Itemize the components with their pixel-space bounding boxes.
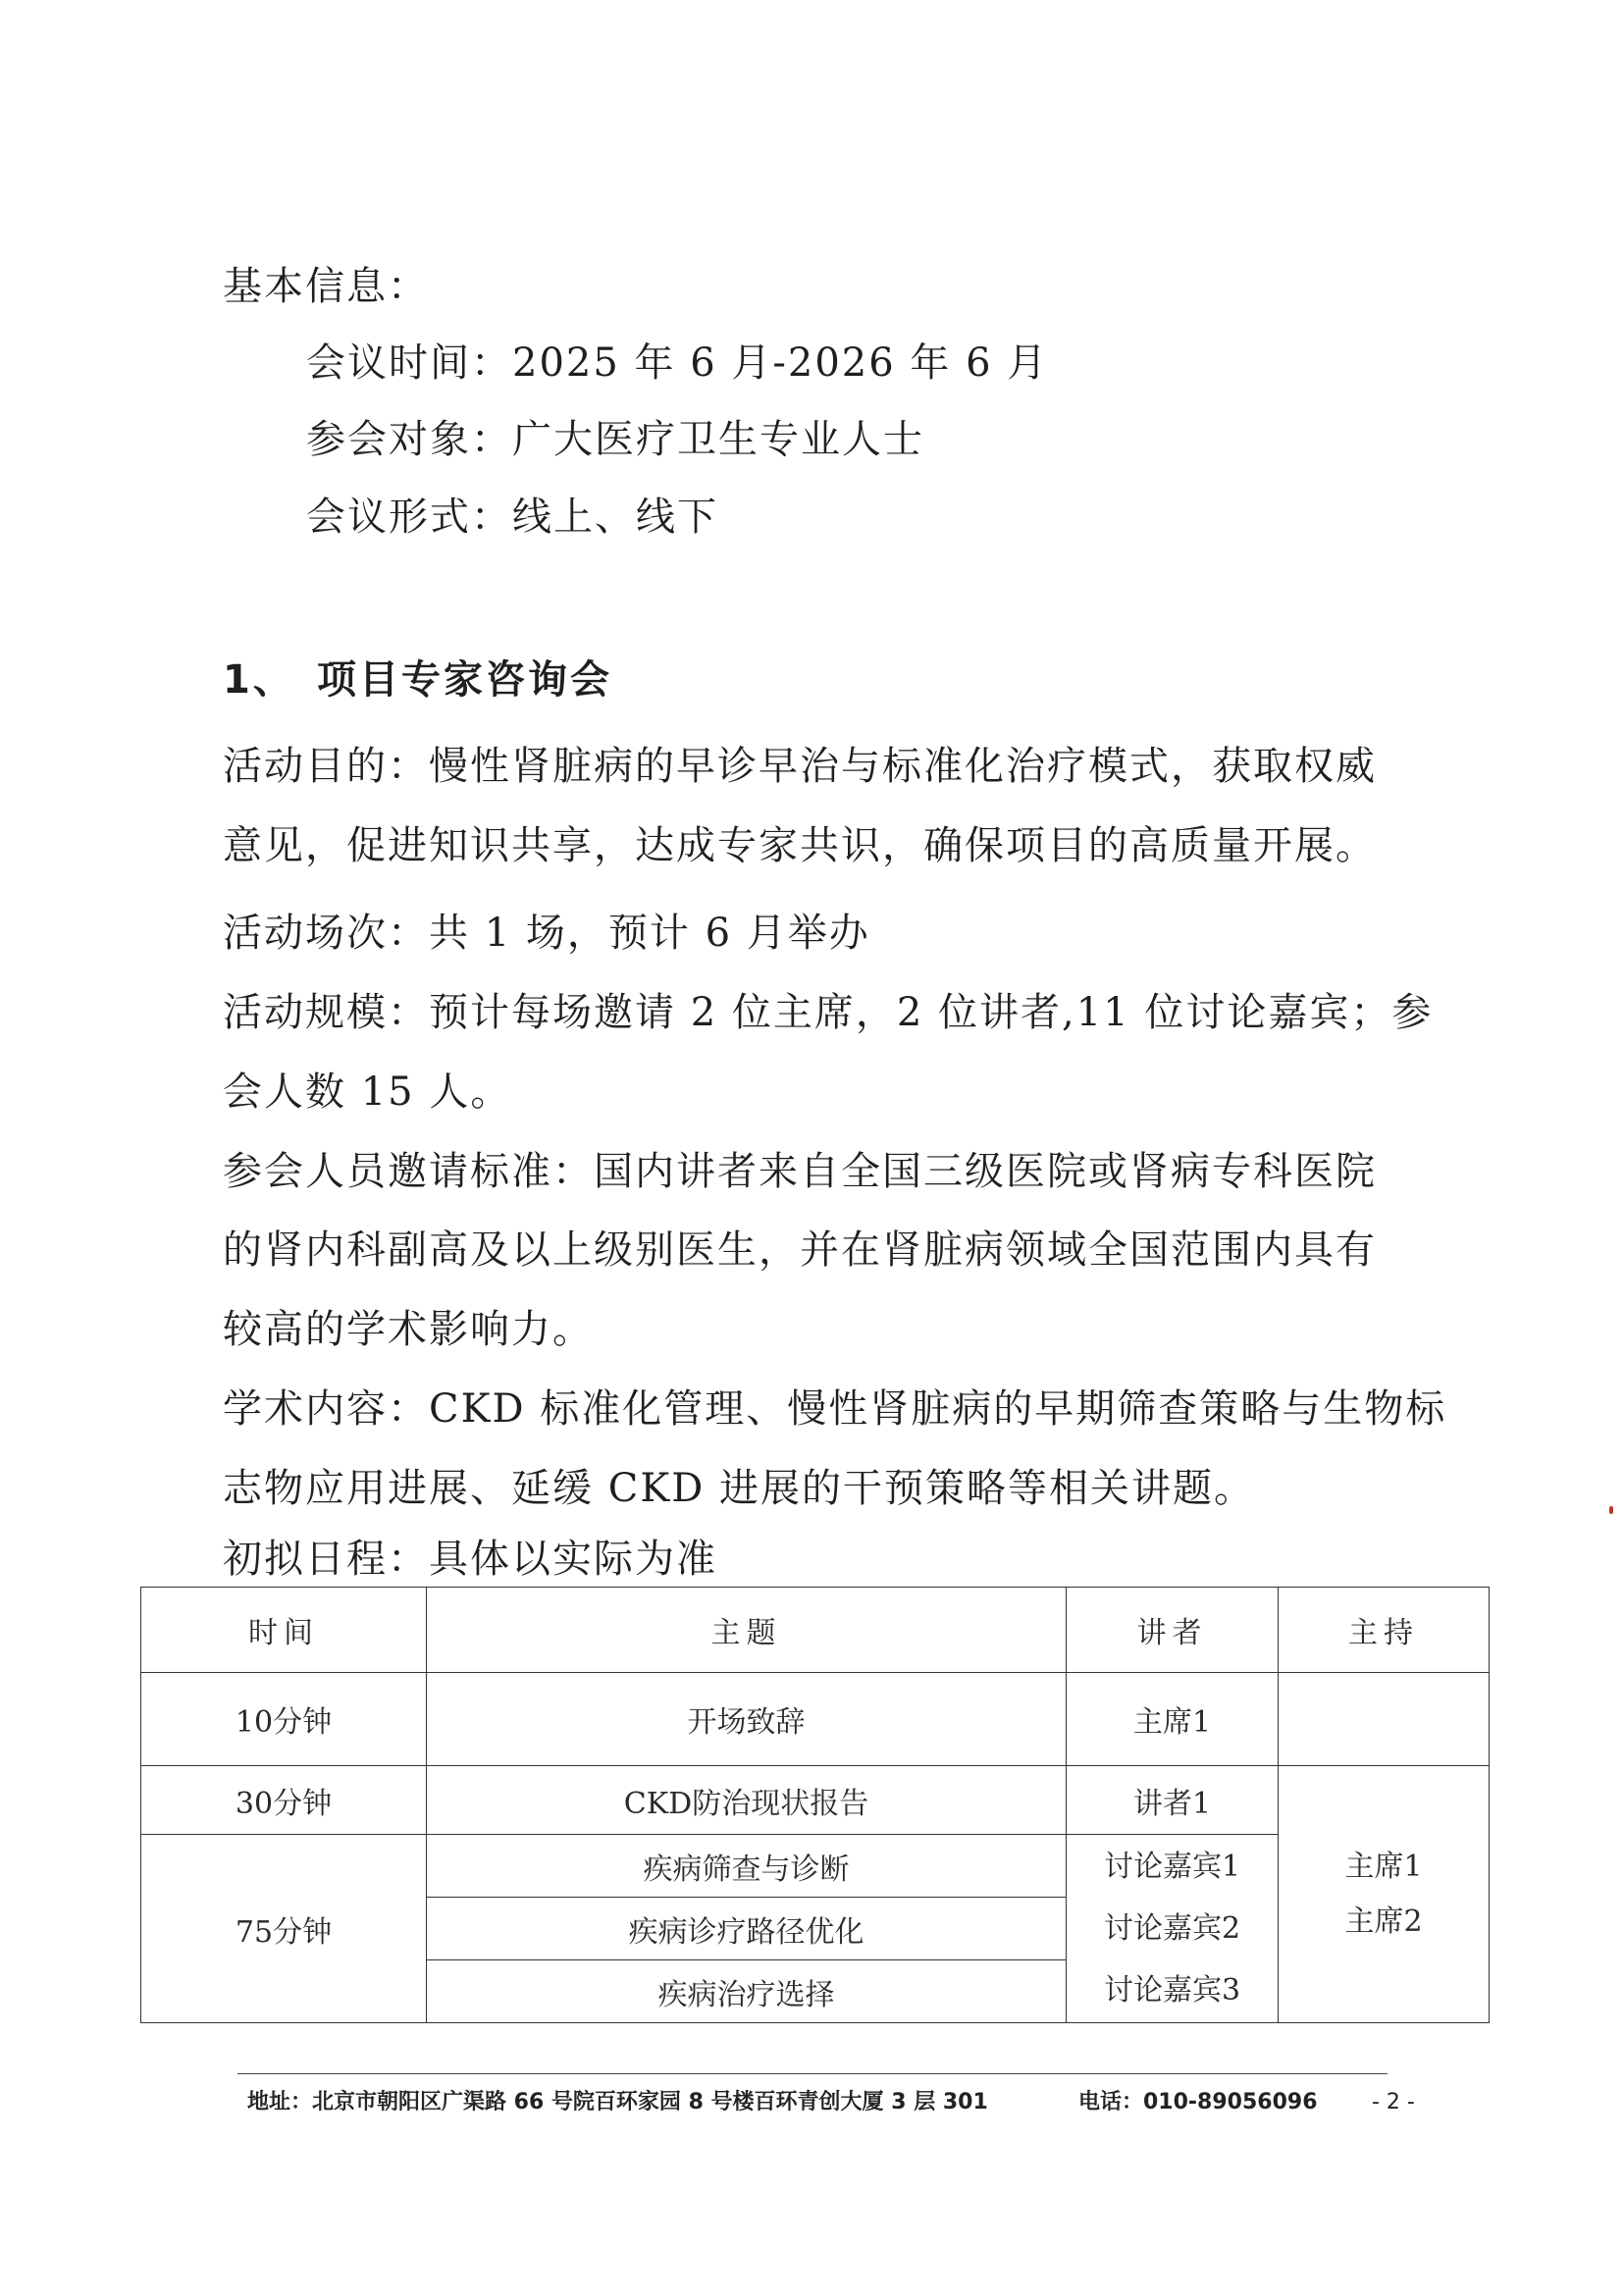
table-row [141,1673,1490,1766]
header-time: 时间 [141,1588,427,1673]
sessions-line: 活动场次：共 1 场，预计 6 月举办 [223,911,870,956]
row-time: 10分钟 [141,1673,427,1766]
criteria-line-2: 的肾内科副高及以上级别医生，并在肾脏病领域全国范围内具有 [223,1227,1377,1273]
meeting-format: 会议形式：线上、线下 [306,495,718,540]
section-heading [223,656,612,704]
discussion-speakers [1067,1835,1279,2023]
header-host: 主持 [1279,1588,1490,1673]
footer-phone: 电话：010-89056096 [1078,2090,1318,2114]
scale-line-1: 活动规模：预计每场邀请 2 位主席，2 位讲者,11 位讨论嘉宾；参 [223,990,1434,1035]
purpose-line-1: 活动目的：慢性肾脏病的早诊早治与标准化治疗模式，获取权威 [223,744,1377,789]
criteria-line-3: 较高的学术影响力。 [223,1307,594,1352]
header-topic: 主题 [427,1588,1067,1673]
table-header-row [141,1588,1490,1673]
host-2: 主席2 [1344,1904,1423,1939]
row-topic: 疾病诊疗路径优化 [427,1898,1067,1960]
page-number: - 2 - [1372,2090,1415,2114]
content-line-1: 学术内容：CKD 标准化管理、慢性肾脏病的早期筛查策略与生物标 [223,1386,1447,1432]
row-host-empty [1279,1673,1490,1766]
meeting-audience: 参会对象：广大医疗卫生专业人士 [306,417,924,462]
row-speaker: 讨论嘉宾1 [1103,1850,1241,1884]
row-time: 30分钟 [141,1766,427,1835]
basic-info-heading: 基本信息： [223,264,429,309]
header-speaker: 讲者 [1067,1588,1279,1673]
row-speaker: 讨论嘉宾3 [1103,1973,1241,2008]
row-topic: CKD防治现状报告 [427,1766,1067,1835]
section-title: 项目专家咨询会 [317,657,612,703]
purpose-line-2: 意见，促进知识共享，达成专家共识，确保项目的高质量开展。 [223,823,1377,868]
content-line-2: 志物应用进展、延缓 CKD 进展的干预策略等相关讲题。 [223,1466,1255,1511]
table-row [141,1766,1490,1835]
footer-address: 地址：北京市朝阳区广渠路 66 号院百环家园 8 号楼百环青创大厦 3 层 301 [247,2090,988,2114]
meeting-time: 会议时间：2025 年 6 月-2026 年 6 月 [306,340,1049,386]
row-time: 75分钟 [141,1835,427,2023]
scan-speck [1609,1506,1613,1514]
footer-divider [237,2073,1387,2074]
row-speaker: 讲者1 [1067,1766,1279,1835]
criteria-line-1: 参会人员邀请标准：国内讲者来自全国三级医院或肾病专科医院 [223,1149,1377,1194]
schedule-label: 初拟日程：具体以实际为准 [223,1537,717,1582]
host-1: 主席1 [1344,1849,1423,1884]
row-speaker: 讨论嘉宾2 [1103,1911,1241,1946]
section-number: 1、 [223,657,295,703]
row-speaker: 主席1 [1067,1673,1279,1766]
scale-line-2: 会人数 15 人。 [223,1070,512,1115]
host-cell [1279,1766,1490,2023]
row-topic: 疾病筛查与诊断 [427,1835,1067,1898]
row-topic: 疾病治疗选择 [427,1960,1067,2023]
row-topic: 开场致辞 [427,1673,1067,1766]
schedule-table [140,1587,1490,2023]
